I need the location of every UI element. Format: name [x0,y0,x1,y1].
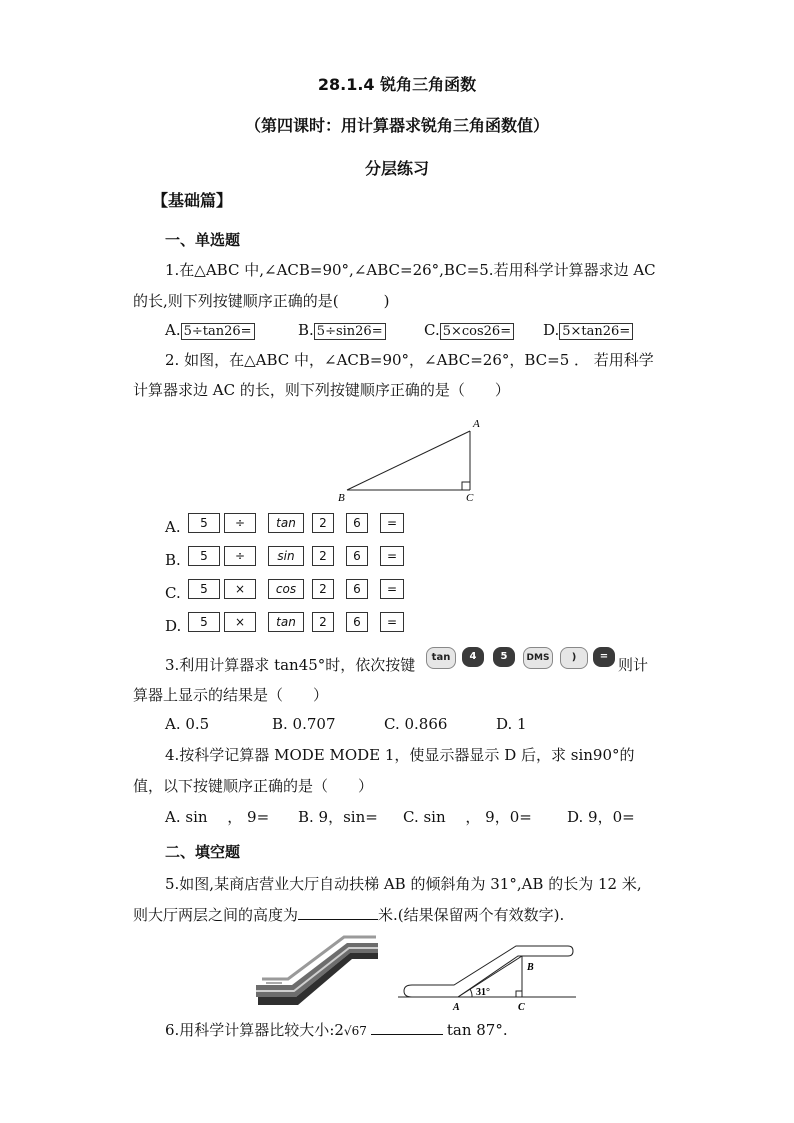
q1-option-c[interactable]: C. 5×cos26= [424,321,514,340]
q4-option-d[interactable]: D. 9，0= [567,808,635,826]
q4-option-b[interactable]: B. 9，sin= [298,808,378,826]
q3-option-b[interactable]: B. 0.707 [272,715,336,733]
doc-subtitle-2: 分层练习 [364,159,429,178]
q2-d-key: 2 [312,612,334,632]
q3-line1-suffix: 则计 [618,656,649,674]
q4-line2: 值，以下按键顺序正确的是（ ） [133,777,374,795]
q6-line: 6.用科学计算器比较大小:2√67 tan 87°. [165,1021,508,1039]
q1-option-a-keys: 5÷tan26= [181,323,255,340]
q6-radical: √67 [343,1024,367,1038]
q1-line2: 的长,则下列按键顺序正确的是( ) [133,292,390,310]
q2-option-c-label: C. [165,584,181,602]
q2-line1: 2. 如图，在△ABC 中，∠ACB=90°，∠ABC=26°，BC=5 ． 若用科学 [165,351,654,369]
q2-d-key: × [224,612,256,632]
angle-label: 31° [476,987,490,998]
q2-c-key: 5 [188,579,220,599]
q4-option-a[interactable]: A. sin ， 9= [165,808,270,826]
q2-c-key: 6 [346,579,368,599]
q2-a-key: 2 [312,513,334,533]
vertex-label-a: A [473,418,480,430]
section-heading-single-choice: 一、单选题 [165,231,241,249]
q2-d-key: 6 [346,612,368,632]
q1-line1: 1.在△ABC 中,∠ACB=90°,∠ABC=26°,BC=5.若用科学计算器求边 AC [165,261,656,279]
escalator-photo [252,935,382,1007]
q2-b-key: 6 [346,546,368,566]
q5-answer-blank[interactable] [298,905,378,920]
q2-c-key: cos [268,579,304,599]
q2-b-key: = [380,546,404,566]
doc-title: 28.1.4 锐角三角函数 [317,75,477,94]
q2-line2: 计算器求边 AC 的长，则下列按键顺序正确的是（ ） [133,381,510,399]
level-heading: 【基础篇】 [152,191,233,210]
q2-a-key: tan [268,513,304,533]
q5-line1: 5.如图,某商店营业大厅自动扶梯 AB 的倾斜角为 31°,AB 的长为 12 米, [165,875,642,893]
calc-key-dms: DMS [523,647,553,669]
calc-key-4: 4 [462,647,484,667]
q2-triangle-figure [330,415,490,507]
vertex-label-c: C [466,492,474,504]
q2-option-d-label: D. [165,617,182,635]
q3-option-d[interactable]: D. 1 [496,715,527,733]
calc-key-tan: tan [426,647,456,669]
right-angle-mark-2 [516,991,522,997]
point-label-c: C [518,1002,525,1013]
angle-arc [470,989,472,997]
calc-key-equals: = [593,647,615,667]
q2-a-key: 6 [346,513,368,533]
q2-a-key: = [380,513,404,533]
doc-subtitle: （第四课时：用计算器求锐角三角函数值） [244,116,549,135]
q3-line1-prefix: 3.利用计算器求 tan45°时，依次按键 [165,656,416,674]
q3-line2: 算器上显示的结果是（ ） [133,686,329,704]
q1-option-b[interactable]: B. 5÷sin26= [298,321,386,340]
section-heading-fill-in: 二、填空题 [165,843,241,861]
q2-d-key: = [380,612,404,632]
q2-a-key: ÷ [224,513,256,533]
q2-b-key: sin [268,546,304,566]
q2-d-key: tan [268,612,304,632]
q3-option-c[interactable]: C. 0.866 [384,715,448,733]
q5-line2: 则大厅两层之间的高度为 米.(结果保留两个有效数字). [133,906,565,924]
q1-option-d[interactable]: D. 5×tan26= [543,321,633,340]
q2-c-key: = [380,579,404,599]
q2-option-a-label: A. [165,518,181,536]
q2-c-key: 2 [312,579,334,599]
q2-d-key: 5 [188,612,220,632]
calc-key-5: 5 [493,647,515,667]
vertex-label-b: B [338,492,345,504]
q6-answer-blank[interactable] [371,1020,443,1035]
right-angle-mark [462,482,470,490]
q2-c-key: × [224,579,256,599]
escalator-diagram [398,935,578,1015]
q1-option-d-keys: 5×tan26= [559,323,633,340]
q4-option-c[interactable]: C. sin ， 9，0= [403,808,532,826]
q1-option-a[interactable]: A. 5÷tan26= [165,321,255,340]
triangle-side-ab [347,431,470,490]
q2-a-key: 5 [188,513,220,533]
q1-option-b-keys: 5÷sin26= [314,323,386,340]
q2-b-key: 5 [188,546,220,566]
q4-line1: 4.按科学记算器 MODE MODE 1，使显示器显示 D 后，求 sin90°的 [165,746,635,764]
calc-key-paren: ) [560,647,588,669]
q2-option-b-label: B. [165,551,181,569]
q3-option-a[interactable]: A. 0.5 [165,715,210,733]
point-label-b: B [527,962,534,973]
q1-option-c-keys: 5×cos26= [440,323,514,340]
q2-b-key: ÷ [224,546,256,566]
point-label-a: A [453,1002,460,1013]
q2-b-key: 2 [312,546,334,566]
